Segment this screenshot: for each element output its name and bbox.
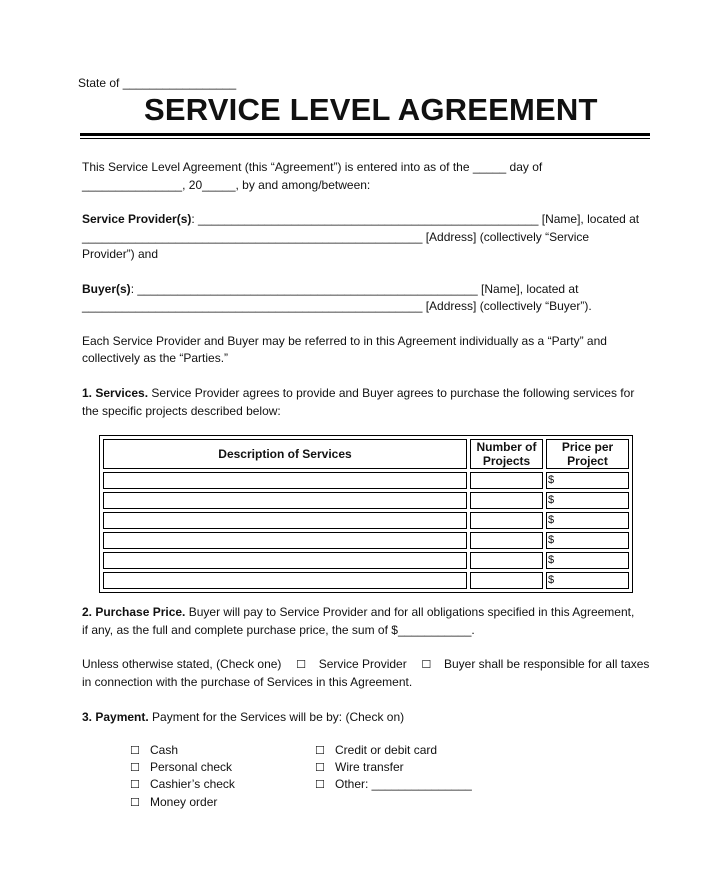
checkbox-icon[interactable]: ☐: [315, 761, 325, 774]
title-rule-thin: [80, 138, 650, 139]
parties-line-1: Each Service Provider and Buyer may be referred to in this Agreement individually as a “Party” and: [82, 334, 607, 348]
purchase-price-line-1: [82, 604, 634, 622]
option-label: Cashier’s check: [150, 777, 235, 791]
col-header-price-per-project: [546, 439, 629, 469]
buyer-name-blank: : ___________________________________________________ [Name], located at: [130, 282, 579, 296]
payment-option-cashiers-check[interactable]: [130, 777, 235, 791]
option-label: Other: _______________: [335, 777, 472, 791]
col-header-price-line-1: Price per: [561, 440, 614, 454]
buyer-line-2: ___________________________________________________ [Address] (collectively “Buyer”).: [82, 299, 592, 313]
payment-option-cash[interactable]: [130, 743, 178, 757]
services-table: [99, 435, 633, 593]
description-cell[interactable]: [103, 552, 467, 569]
payment-line: [82, 709, 404, 727]
table-row: [103, 472, 629, 489]
number-cell[interactable]: [470, 572, 543, 589]
taxes-line-1: [82, 656, 649, 674]
document-title: SERVICE LEVEL AGREEMENT: [144, 92, 598, 127]
option-label: Cash: [150, 743, 179, 757]
option-label: Wire transfer: [335, 760, 404, 774]
description-cell[interactable]: [103, 572, 467, 589]
table-row: [103, 512, 629, 529]
option-label: Money order: [150, 795, 218, 809]
option-label: Personal check: [150, 760, 233, 774]
services-heading: 1. Services.: [82, 386, 149, 400]
checkbox-icon[interactable]: ☐: [130, 744, 140, 757]
payment-heading: 3. Payment.: [82, 710, 149, 724]
taxes-buyer-checkbox[interactable]: ☐: [421, 658, 432, 671]
option-label: Credit or debit card: [335, 743, 438, 757]
description-cell[interactable]: [103, 532, 467, 549]
services-text: Service Provider agrees to provide and Buyer agrees to purchase the following services for: [148, 386, 635, 400]
taxes-provider-checkbox[interactable]: ☐: [296, 658, 306, 671]
services-line-1: [82, 385, 634, 403]
services-line-2: the specific projects described below:: [82, 404, 281, 418]
col-header-price-line-2: Project: [567, 454, 608, 468]
number-cell[interactable]: [470, 472, 543, 489]
table-row: [103, 492, 629, 509]
purchase-price-heading: 2. Purchase Price.: [82, 605, 186, 619]
purchase-price-line-2: if any, as the full and complete purchase price, the sum of $___________.: [82, 623, 475, 637]
buyer-line-1: [82, 281, 578, 299]
table-row: [103, 572, 629, 589]
purchase-price-text: Buyer will pay to Service Provider and for all obligations specified in this Agreement,: [185, 605, 635, 619]
description-cell[interactable]: [103, 492, 467, 509]
number-cell[interactable]: [470, 512, 543, 529]
price-cell[interactable]: $: [546, 472, 629, 489]
number-cell[interactable]: [470, 552, 543, 569]
services-table-header: [103, 439, 629, 469]
price-cell[interactable]: $: [546, 552, 629, 569]
buyer-label: Buyer(s): [82, 282, 131, 296]
payment-text: Payment for the Services will be by: (Check on): [148, 710, 405, 724]
taxes-prefix: Unless otherwise stated, (Check one): [82, 657, 282, 671]
provider-label: Service Provider(s): [82, 212, 192, 226]
payment-option-other[interactable]: [315, 777, 472, 791]
payment-option-credit-debit[interactable]: [315, 743, 437, 757]
taxes-line-2: in connection with the purchase of Services in this Agreement.: [82, 675, 413, 689]
state-line: State of _________________: [78, 76, 237, 90]
description-cell[interactable]: [103, 512, 467, 529]
payment-option-wire-transfer[interactable]: [315, 760, 404, 774]
checkbox-icon[interactable]: ☐: [130, 778, 140, 791]
number-cell[interactable]: [470, 532, 543, 549]
table-row: [103, 552, 629, 569]
col-header-number-line-1: Number of: [476, 440, 537, 454]
col-header-number-of-projects: [470, 439, 543, 469]
provider-line-3: Provider”) and: [82, 247, 159, 261]
taxes-option-buyer: Buyer shall be responsible for all taxes: [443, 657, 650, 671]
provider-line-2: ___________________________________________________ [Address] (collectively “Service: [82, 230, 590, 244]
intro-line-1: This Service Level Agreement (this “Agreement”) is entered into as of the _____ day of: [82, 160, 543, 174]
table-row: [103, 532, 629, 549]
checkbox-icon[interactable]: ☐: [130, 761, 140, 774]
price-cell[interactable]: $: [546, 532, 629, 549]
payment-option-personal-check[interactable]: [130, 760, 232, 774]
intro-line-2: _______________, 20_____, by and among/between:: [82, 178, 371, 192]
provider-line-1: [82, 211, 639, 229]
provider-name-blank: : ___________________________________________________ [Name], located at: [191, 212, 640, 226]
price-cell[interactable]: $: [546, 512, 629, 529]
checkbox-icon[interactable]: ☐: [315, 778, 325, 791]
parties-line-2: collectively as the “Parties.”: [82, 351, 229, 365]
description-cell[interactable]: [103, 472, 467, 489]
checkbox-icon[interactable]: ☐: [315, 744, 325, 757]
price-cell[interactable]: $: [546, 492, 629, 509]
title-rule-thick: [80, 133, 650, 136]
col-header-number-line-2: Projects: [482, 454, 531, 468]
price-cell[interactable]: $: [546, 572, 629, 589]
payment-option-money-order[interactable]: [130, 795, 217, 809]
number-cell[interactable]: [470, 492, 543, 509]
checkbox-icon[interactable]: ☐: [130, 796, 140, 809]
taxes-option-provider: Service Provider: [318, 657, 407, 671]
col-header-description: Description of Services: [103, 439, 467, 469]
